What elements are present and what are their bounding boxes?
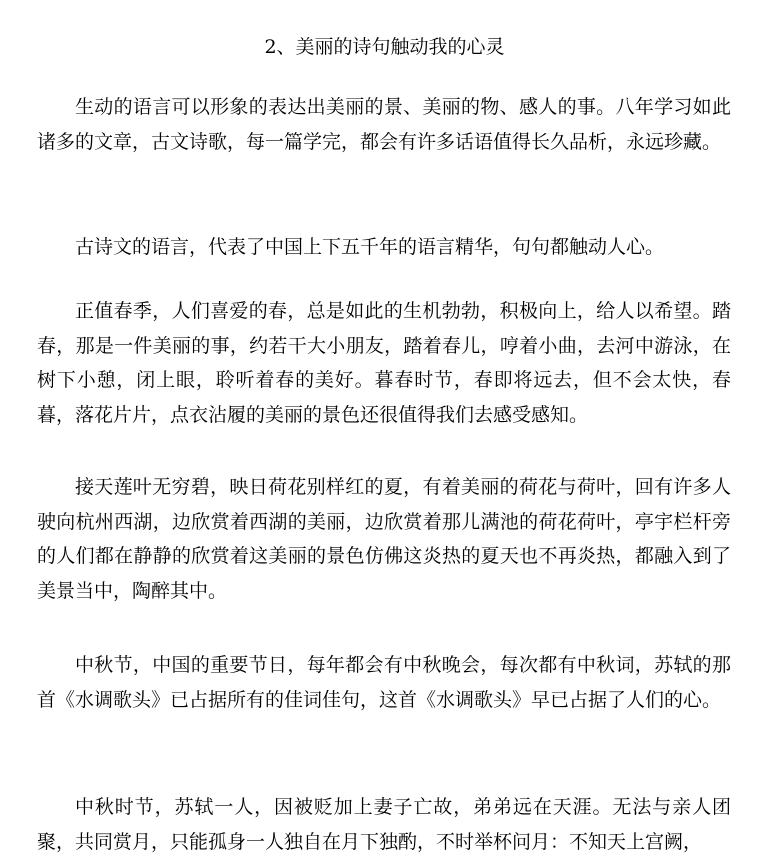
- document-title: 2、美丽的诗句触动我的心灵: [264, 36, 505, 58]
- paragraph-3: 正值春季，人们喜爱的春，总是如此的生机勃勃，积极向上，给人以希望。踏春，那是一件美丽的事，约若干大小朋友，踏着春儿，哼着小曲，去河中游泳，在树下小憩，闭上眼，聆听着春的美好。暮春时节，春即将远去，但不会太快，春暮，落花片片，点衣沾履的美丽的景色还很值得我们去感受感知。: [37, 300, 731, 426]
- paragraph-6: 中秋时节，苏轼一人，因被贬加上妻子亡故，弟弟远在天涯。无法与亲人团聚，共同赏月，只能孤身一人独自在月下独酌，不时举杯问月：不知天上宫阙，: [37, 796, 731, 853]
- paragraph-2: 古诗文的语言，代表了中国上下五千年的语言精华，句句都触动人心。: [75, 236, 665, 258]
- paragraph-4: 接天莲叶无穷碧，映日荷花别样红的夏，有着美丽的荷花与荷叶，回有许多人驶向杭州西湖，边欣赏着西湖的美丽，边欣赏着那儿满池的荷花荷叶，亭宇栏杆旁的人们都在静静的欣赏着这美丽的景色仿佛这炎热的夏天也不再炎热，都融入到了美景当中，陶醉其中。: [37, 476, 731, 602]
- paragraph-5: 中秋节，中国的重要节日，每年都会有中秋晚会，每次都有中秋词，苏轼的那首《水调歌头》已占据所有的佳词佳句，这首《水调歌头》早已占据了人们的心。: [37, 654, 731, 711]
- paragraph-1: 生动的语言可以形象的表达出美丽的景、美丽的物、感人的事。八年学习如此诸多的文章，古文诗歌，每一篇学完，都会有许多话语值得长久品析，永远珍藏。: [37, 96, 731, 153]
